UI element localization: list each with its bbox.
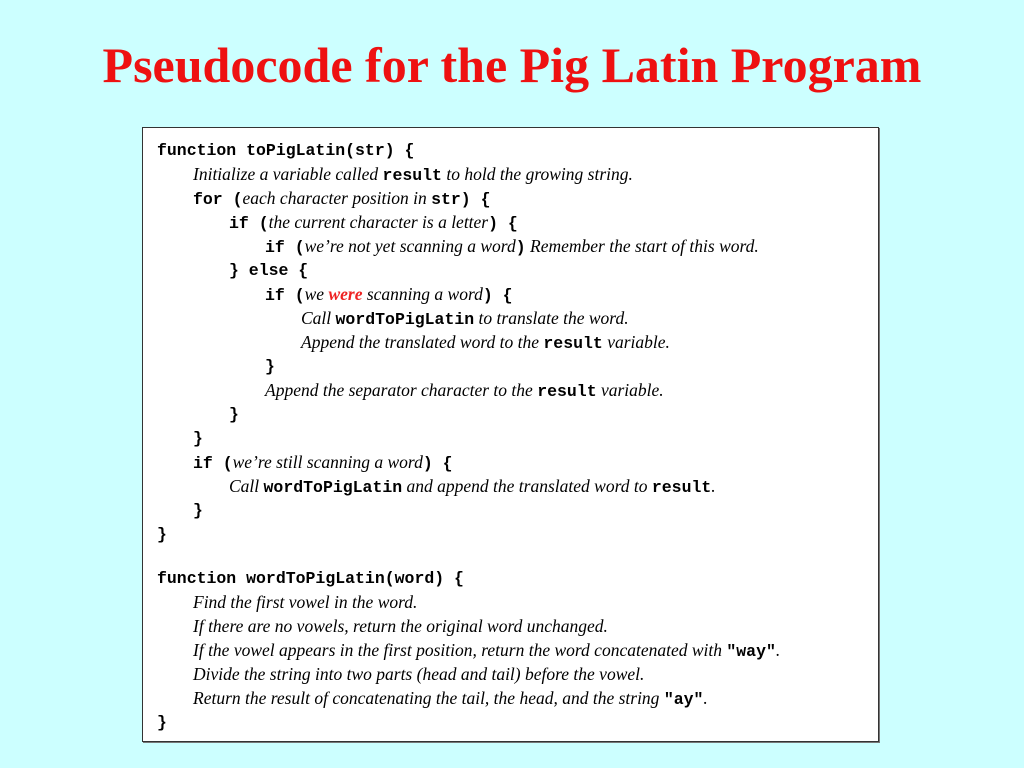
code-line — [157, 402, 878, 426]
pseudocode-text: Divide the string into two parts (head and tail) before the vowel. — [193, 664, 645, 684]
code-line — [157, 450, 878, 474]
code-token: wordToPigLatin — [335, 310, 475, 329]
code-token: result — [543, 334, 603, 353]
code-line — [157, 138, 878, 162]
blank-line — [157, 546, 878, 566]
pseudocode-text: Call — [229, 476, 264, 496]
code-token: for ( — [193, 190, 243, 209]
pseudocode-text: each character position in — [242, 188, 432, 208]
code-token: } — [157, 713, 167, 732]
code-token: result — [382, 166, 442, 185]
code-token: if ( — [265, 238, 305, 257]
code-line — [157, 354, 878, 378]
pseudocode-text: Remember the start of this word. — [525, 236, 759, 256]
code-line — [157, 590, 878, 614]
pseudocode-text: the current character is a letter — [268, 212, 489, 232]
pseudocode-text: variable. — [602, 332, 670, 352]
pseudocode-text: Call — [301, 308, 336, 328]
code-token: function toPigLatin(str) { — [157, 141, 415, 160]
pseudocode-box — [142, 127, 879, 742]
pseudocode-text: to hold the growing string. — [441, 164, 633, 184]
pseudocode-text: and append the translated word to — [402, 476, 652, 496]
code-token: } — [157, 525, 167, 544]
code-line — [157, 330, 878, 354]
code-line — [157, 566, 878, 590]
code-token: } — [229, 405, 239, 424]
code-token: "way" — [726, 642, 776, 661]
code-line — [157, 638, 878, 662]
code-token: result — [537, 382, 597, 401]
pseudocode-text: Append the separator character to the — [265, 380, 538, 400]
pseudocode-text: we’re still scanning a word — [232, 452, 423, 472]
code-token: if ( — [193, 454, 233, 473]
code-token: "ay" — [663, 690, 704, 709]
code-token: str) { — [431, 190, 491, 209]
code-line — [157, 306, 878, 330]
pseudocode-text: variable. — [596, 380, 664, 400]
code-line — [157, 234, 878, 258]
code-line — [157, 614, 878, 638]
code-line — [157, 710, 878, 734]
pseudocode-text: Append the translated word to the — [301, 332, 544, 352]
pseudocode-text: we’re not yet scanning a word — [304, 236, 516, 256]
code-line — [157, 686, 878, 710]
code-line — [157, 186, 878, 210]
pseudocode-text: . — [775, 640, 781, 660]
code-token: } — [265, 357, 275, 376]
code-line — [157, 258, 878, 282]
highlighted-word: were — [328, 284, 363, 304]
pseudocode-text: Initialize a variable called — [193, 164, 383, 184]
code-token: if ( — [229, 214, 269, 233]
code-token: ) { — [482, 286, 513, 305]
code-line — [157, 378, 878, 402]
pseudocode-text: Return the result of concatenating the tail, the head, and the string — [193, 688, 664, 708]
pseudocode-text: scanning a word — [362, 284, 483, 304]
code-token: } — [193, 501, 203, 520]
pseudocode-text: to translate the word. — [474, 308, 629, 328]
code-token: ) { — [488, 214, 518, 233]
pseudocode-text: Find the first vowel in the word. — [193, 592, 418, 612]
pseudocode-text: If the vowel appears in the first position, return the word concatenated with — [193, 640, 727, 660]
pseudocode-text: If there are no vowels, return the original word unchanged. — [193, 616, 608, 636]
code-line — [157, 662, 878, 686]
code-token: ) { — [422, 454, 453, 473]
code-line — [157, 162, 878, 186]
code-line — [157, 522, 878, 546]
code-line — [157, 282, 878, 306]
code-token: result — [651, 478, 712, 497]
pseudocode-text: . — [703, 688, 708, 708]
code-token: } — [193, 429, 203, 448]
code-line — [157, 498, 878, 522]
pseudocode-text: we — [304, 284, 329, 304]
code-token: if ( — [265, 286, 305, 305]
code-line — [157, 474, 878, 498]
code-token: function wordToPigLatin(word) { — [157, 569, 464, 588]
code-token: } else { — [229, 261, 309, 280]
code-line — [157, 210, 878, 234]
code-line — [157, 426, 878, 450]
slide-title: Pseudocode for the Pig Latin Program — [102, 37, 922, 93]
pseudocode-text: . — [711, 476, 716, 496]
code-token: wordToPigLatin — [263, 478, 403, 497]
code-token: ) — [515, 238, 526, 257]
